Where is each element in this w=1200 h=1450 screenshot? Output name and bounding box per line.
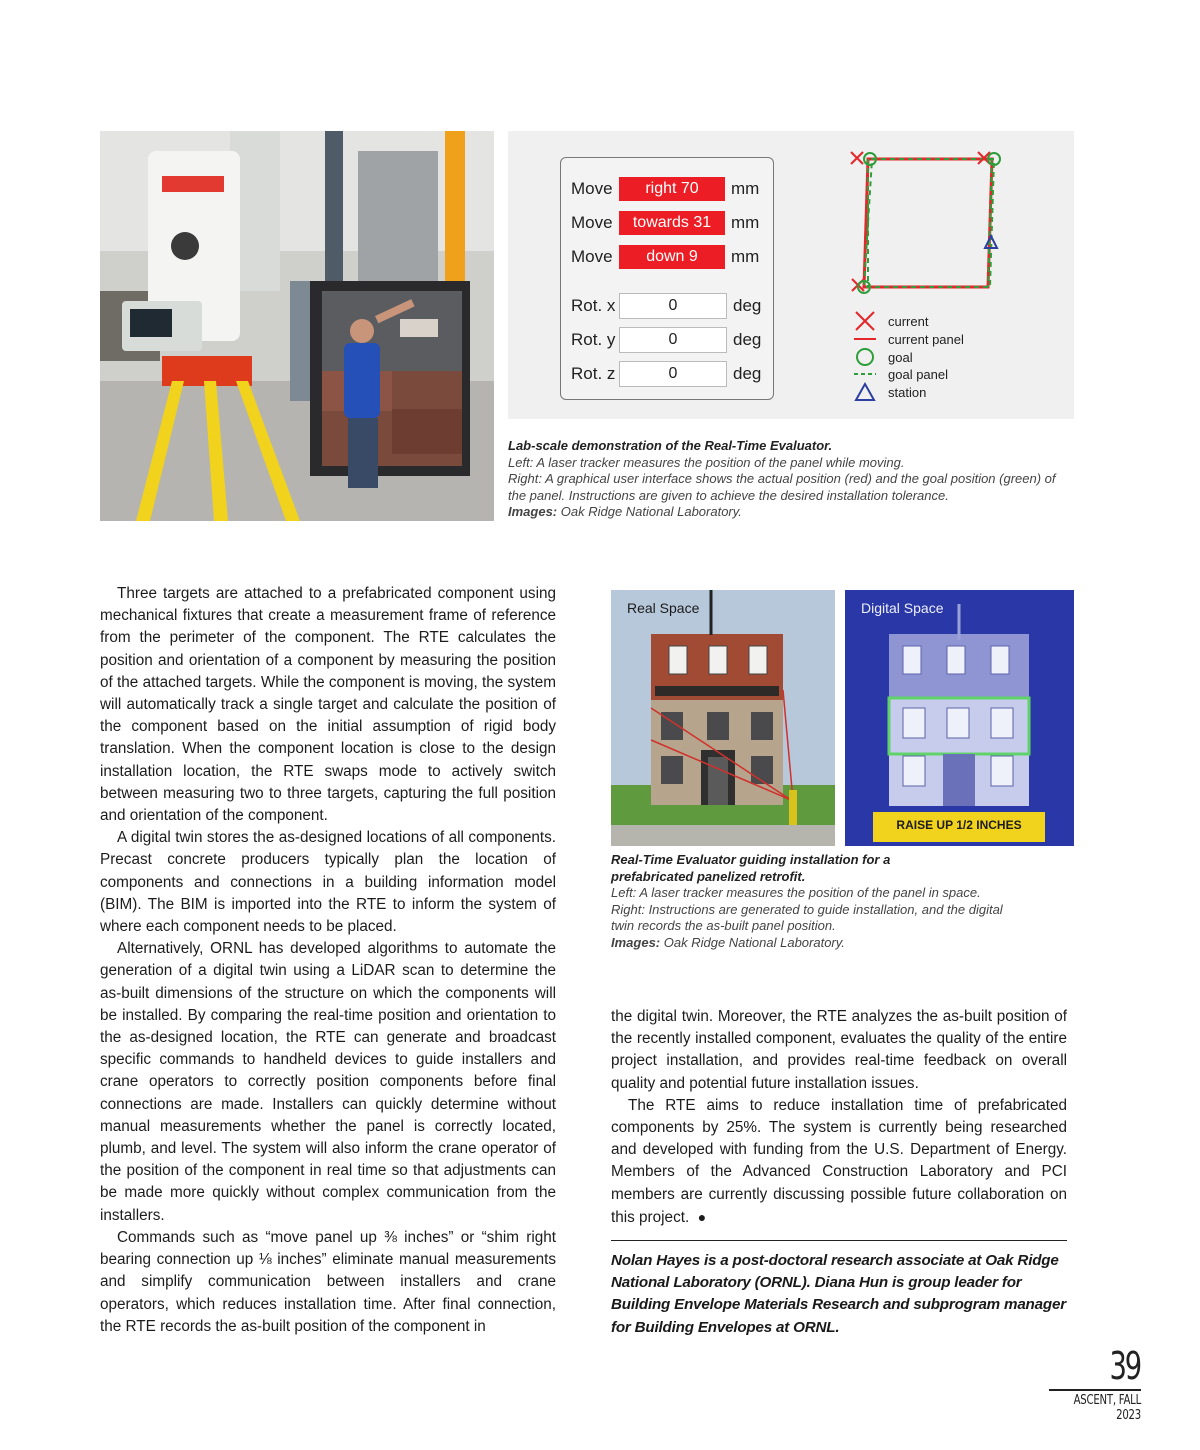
caption-left: Left: A laser tracker measures the position of the panel in space.: [611, 885, 981, 901]
laser-tracker-photo-graphic: [100, 131, 494, 521]
gui-row-label: Rot. y: [571, 330, 616, 349]
lab-photo: [100, 131, 494, 521]
gui-row-label: Rot. z: [571, 364, 616, 383]
body-paragraph: Alternatively, ORNL has developed algorithms to automate the generation of a digital twin using a LiDAR scan to determine the as-built dimensions of the structure on which the components will be installed. By comparing the real-time position and orientation to the as-designed location, the RTE can generate and broadcast specific commands to handheld devices to guide installers and crane operators to correctly position components before final connections are made. Installers can quickly determine without manual measurements whether the panel is correctly located, plumb, and level. The system will also inform the crane operator of the position of the component in real time so that adjustments can be made more quickly without complex communication from the installers.: [100, 940, 556, 1224]
caption-retrofit: [611, 852, 1067, 952]
digital-space-image: [845, 590, 1074, 846]
gui-row-label: Move: [571, 213, 613, 232]
caption-images-credit: Oak Ridge National Laboratory.: [560, 504, 742, 520]
body-paragraph: the digital twin. Moreover, the RTE analyzes the as-built position of the recently installed component, evaluates the quality of the entire project installation, and provides real-time feedback on overall quality and potential future installation issues.: [611, 1008, 1067, 1092]
legend-label: station: [888, 384, 927, 400]
gui-row: [571, 174, 771, 204]
end-mark-icon: ●: [697, 1208, 707, 1225]
caption-right: Right: Instructions are generated to guide installation, and the digital twin records the as-built panel position.: [611, 901, 1003, 934]
legend-station: [854, 382, 926, 402]
green-dashed-line-icon: [854, 364, 876, 384]
legend-current: [854, 311, 928, 331]
gui-row: [571, 242, 771, 272]
gui-row-value: 0: [619, 293, 727, 319]
gui-row-value: towards 31: [619, 211, 725, 235]
blue-triangle-icon: [854, 382, 876, 402]
publication-folio: ASCENT, FALL 2023: [1073, 1393, 1141, 1423]
gui-row-value: down 9: [619, 245, 725, 269]
caption-images-credit: Oak Ridge National Laboratory.: [663, 934, 845, 950]
gui-row-unit: deg: [733, 330, 762, 349]
body-left-column: [100, 583, 556, 1338]
gui-row-unit: deg: [733, 364, 762, 383]
gui-row-label: Move: [571, 247, 613, 266]
gui-row-label: Move: [571, 179, 613, 198]
panel-position-diagram: [844, 149, 1014, 299]
caption-images-label: Images:: [508, 504, 558, 520]
raise-instruction-label: RAISE UP 1/2 INCHES: [896, 818, 1022, 832]
body-paragraph: A digital twin stores the as-designed locations of all components. Precast concrete producers typically plan the location of components and connections in a building information model (BIM). The BIM is imported into the RTE to inform the system of where each component needs to be placed.: [100, 829, 556, 936]
rte-gui-panel: [508, 131, 1074, 419]
body-right-column: [611, 1006, 1067, 1229]
body-paragraph: The RTE aims to reduce installation time of prefabricated components by 25%. The system is currently being researched and developed with funding from the U.S. Department of Energy. Members of the Advanced Construction Laboratory and PCI members are currently discussing possible future collaboration on this project.: [611, 1096, 1067, 1226]
page-number: 39: [1109, 1344, 1140, 1388]
legend-label: current: [888, 313, 929, 329]
red-line-icon: [854, 329, 876, 349]
gui-row-value: right 70: [619, 177, 725, 201]
folio-rule: [1049, 1389, 1141, 1391]
gui-row: [571, 359, 771, 389]
gui-row-unit: deg: [733, 296, 762, 315]
gui-row-unit: mm: [731, 179, 760, 198]
real-space-image: [611, 590, 835, 846]
red-x-icon: [854, 311, 876, 331]
gui-row: [571, 325, 771, 355]
real-space-label: Real Space: [627, 600, 700, 616]
gui-row-value: 0: [619, 327, 727, 353]
caption-credit: [611, 935, 1067, 952]
caption-credit: [508, 504, 1074, 521]
body-paragraph: Commands such as “move panel up ⅜ inches” or “shim right bearing connection up ⅛ inches” eliminate manual measurements and simplify communication between installers and crane operators, which reduces installation time. After final connection, the RTE records the as-built position of the component in: [100, 1228, 556, 1335]
gui-row-label: Rot. x: [571, 296, 616, 315]
gui-row-unit: mm: [731, 247, 760, 266]
caption-right: Right: A graphical user interface shows the actual position (red) and the goal position (green) of the panel. Instructions are given to achieve the desired installation tolerance.: [508, 471, 1056, 503]
caption-title: Real-Time Evaluator guiding installation for a prefabricated panelized retrofit.: [611, 852, 891, 884]
legend-label: current panel: [888, 331, 964, 347]
digital-space-building-graphic: [845, 590, 1074, 846]
legend-current-panel: [854, 329, 964, 349]
gui-instruction-box: [560, 157, 774, 400]
gui-row: [571, 208, 771, 238]
author-bio: Nolan Hayes is a post-doctoral research associate at Oak Ridge National Laboratory (ORNL). Diana Hun is group leader for Building Envelope Materials Research and subprogram manager for Building Envelopes at ORNL.: [611, 1252, 1066, 1336]
gui-row-value: 0: [619, 361, 727, 387]
legend-goal-panel: [854, 364, 948, 384]
gui-row: [571, 291, 771, 321]
caption-title: Lab-scale demonstration of the Real-Time Evaluator.: [508, 438, 833, 453]
caption-lab-demo: [508, 438, 1074, 521]
caption-images-label: Images:: [611, 934, 661, 950]
body-paragraph: Three targets are attached to a prefabricated component using mechanical fixtures that create a measurement frame of reference from the perimeter of the component. The RTE calculates the position and orientation of a component by measuring the position of the attached targets. While the component is moving, the system will automatically track a single target and calculate the position of the component based on the initial assumption of rigid body translation. When the component location is close to the design installation location, the RTE swaps mode to actively switch between measuring two to three targets, capturing the full position and orientation of the component.: [100, 585, 556, 825]
body-paragraph-final: [611, 1095, 1067, 1229]
digital-space-label: Digital Space: [861, 600, 944, 616]
legend-label: goal panel: [888, 366, 948, 382]
gui-row-unit: mm: [731, 213, 760, 232]
bio-divider: [611, 1240, 1067, 1241]
real-space-building-graphic: [611, 590, 835, 846]
legend-label: goal: [888, 349, 913, 365]
caption-left: Left: A laser tracker measures the position of the panel while moving.: [508, 454, 905, 470]
